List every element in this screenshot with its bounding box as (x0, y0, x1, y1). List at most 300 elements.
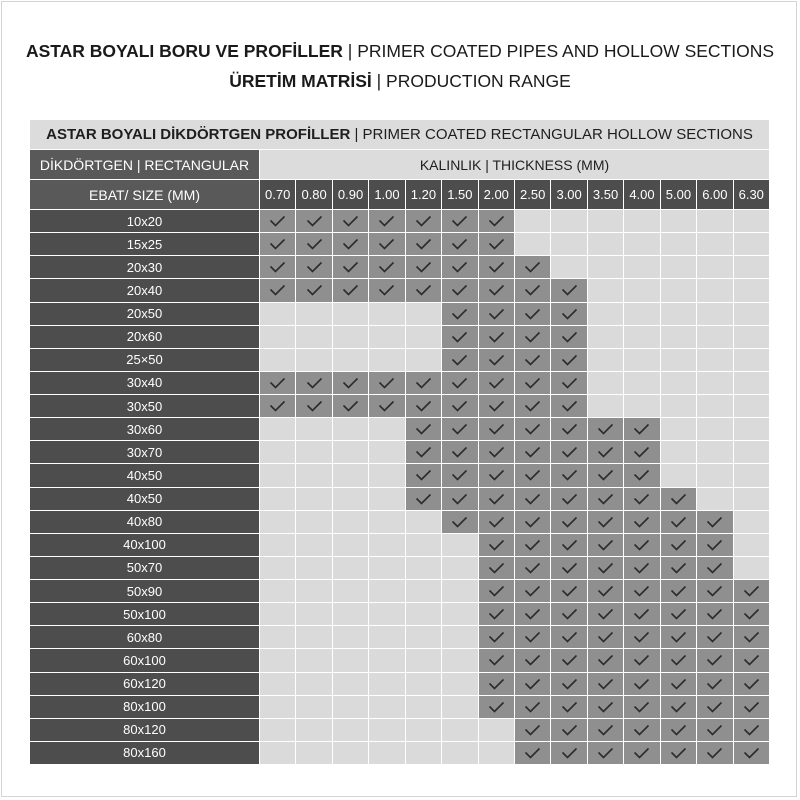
unavailable-cell (661, 233, 697, 256)
available-cell (624, 464, 660, 487)
check-icon (524, 331, 541, 343)
available-cell (406, 441, 442, 464)
available-cell (296, 279, 332, 302)
unavailable-cell (734, 326, 770, 349)
check-icon (524, 377, 541, 389)
unavailable-cell (588, 233, 624, 256)
available-cell (588, 464, 624, 487)
size-row-label: 40x80 (30, 511, 260, 534)
available-cell (588, 719, 624, 742)
unavailable-cell (333, 742, 369, 765)
available-cell (588, 418, 624, 441)
check-icon (561, 446, 578, 458)
unavailable-cell (588, 395, 624, 418)
unavailable-cell (333, 326, 369, 349)
available-cell (515, 673, 551, 696)
check-icon (633, 446, 650, 458)
unavailable-cell (697, 372, 733, 395)
unavailable-cell (515, 210, 551, 233)
check-icon (743, 608, 760, 620)
unavailable-cell (369, 326, 405, 349)
check-icon (524, 354, 541, 366)
available-cell (661, 649, 697, 672)
check-icon (670, 539, 687, 551)
check-icon (306, 261, 323, 273)
unavailable-cell (442, 580, 478, 603)
available-cell (624, 418, 660, 441)
thickness-col-header: 3.50 (588, 180, 624, 210)
available-cell (551, 742, 587, 765)
available-cell (515, 395, 551, 418)
size-row-label: 60x120 (30, 673, 260, 696)
check-icon (306, 238, 323, 250)
unavailable-cell (661, 418, 697, 441)
check-icon (378, 284, 395, 296)
check-icon (633, 585, 650, 597)
size-header: EBAT/ SIZE (MM) (30, 180, 260, 210)
unavailable-cell (624, 395, 660, 418)
available-cell (661, 557, 697, 580)
available-cell (406, 464, 442, 487)
available-cell (479, 488, 515, 511)
check-icon (524, 678, 541, 690)
check-icon (633, 539, 650, 551)
unavailable-cell (624, 326, 660, 349)
unavailable-cell (369, 418, 405, 441)
available-cell (515, 511, 551, 534)
available-cell (661, 626, 697, 649)
check-icon (561, 585, 578, 597)
unavailable-cell (515, 233, 551, 256)
check-icon (633, 516, 650, 528)
unavailable-cell (442, 719, 478, 742)
available-cell (551, 349, 587, 372)
check-icon (269, 377, 286, 389)
unavailable-cell (661, 279, 697, 302)
check-icon (670, 654, 687, 666)
unavailable-cell (296, 673, 332, 696)
check-icon (488, 377, 505, 389)
unavailable-cell (260, 719, 296, 742)
available-cell (442, 256, 478, 279)
available-cell (406, 488, 442, 511)
available-cell (697, 580, 733, 603)
check-icon (670, 516, 687, 528)
unavailable-cell (260, 303, 296, 326)
available-cell (515, 580, 551, 603)
available-cell (588, 441, 624, 464)
size-row-label: 40x50 (30, 488, 260, 511)
unavailable-cell (260, 441, 296, 464)
check-icon (488, 331, 505, 343)
check-icon (306, 377, 323, 389)
unavailable-cell (588, 349, 624, 372)
unavailable-cell (369, 303, 405, 326)
unavailable-cell (369, 626, 405, 649)
available-cell (442, 233, 478, 256)
check-icon (524, 562, 541, 574)
unavailable-cell (588, 210, 624, 233)
available-cell (515, 441, 551, 464)
check-icon (488, 516, 505, 528)
check-icon (524, 747, 541, 759)
unavailable-cell (734, 534, 770, 557)
unavailable-cell (479, 719, 515, 742)
unavailable-cell (661, 464, 697, 487)
available-cell (515, 557, 551, 580)
available-cell (296, 256, 332, 279)
check-icon (306, 400, 323, 412)
available-cell (260, 256, 296, 279)
thickness-col-header: 1.50 (442, 180, 478, 210)
check-icon (706, 701, 723, 713)
check-icon (342, 215, 359, 227)
check-icon (561, 678, 578, 690)
available-cell (406, 395, 442, 418)
available-cell (369, 372, 405, 395)
check-icon (597, 423, 614, 435)
available-cell (515, 326, 551, 349)
check-icon (269, 284, 286, 296)
available-cell (697, 696, 733, 719)
available-cell (551, 303, 587, 326)
available-cell (588, 649, 624, 672)
check-icon (597, 654, 614, 666)
check-icon (561, 377, 578, 389)
check-icon (378, 238, 395, 250)
available-cell (296, 233, 332, 256)
available-cell (296, 372, 332, 395)
available-cell (515, 303, 551, 326)
size-row-label: 80x160 (30, 742, 260, 765)
check-icon (633, 423, 650, 435)
unavailable-cell (551, 210, 587, 233)
available-cell (697, 742, 733, 765)
check-icon (633, 747, 650, 759)
check-icon (524, 284, 541, 296)
available-cell (442, 372, 478, 395)
check-icon (561, 469, 578, 481)
unavailable-cell (697, 395, 733, 418)
check-icon (451, 215, 468, 227)
unavailable-cell (260, 742, 296, 765)
available-cell (442, 418, 478, 441)
available-cell (551, 279, 587, 302)
available-cell (406, 256, 442, 279)
unavailable-cell (697, 233, 733, 256)
check-icon (743, 747, 760, 759)
unavailable-cell (260, 534, 296, 557)
unavailable-cell (734, 256, 770, 279)
check-icon (670, 724, 687, 736)
unavailable-cell (333, 719, 369, 742)
unavailable-cell (734, 349, 770, 372)
available-cell (260, 210, 296, 233)
available-cell (479, 603, 515, 626)
available-cell (624, 557, 660, 580)
available-cell (624, 580, 660, 603)
unavailable-cell (406, 626, 442, 649)
unavailable-cell (260, 349, 296, 372)
check-icon (597, 469, 614, 481)
check-icon (743, 724, 760, 736)
available-cell (515, 256, 551, 279)
check-icon (706, 747, 723, 759)
check-icon (524, 724, 541, 736)
check-icon (597, 446, 614, 458)
check-icon (743, 585, 760, 597)
available-cell (442, 395, 478, 418)
available-cell (260, 279, 296, 302)
available-cell (588, 534, 624, 557)
unavailable-cell (661, 372, 697, 395)
available-cell (479, 673, 515, 696)
available-cell (661, 673, 697, 696)
check-icon (706, 516, 723, 528)
available-cell (734, 580, 770, 603)
available-cell (624, 742, 660, 765)
thickness-col-header: 1.20 (406, 180, 442, 210)
unavailable-cell (369, 349, 405, 372)
available-cell (406, 418, 442, 441)
available-cell (661, 696, 697, 719)
check-icon (597, 608, 614, 620)
check-icon (488, 446, 505, 458)
available-cell (551, 464, 587, 487)
check-icon (706, 562, 723, 574)
unavailable-cell (406, 511, 442, 534)
check-icon (670, 631, 687, 643)
check-icon (451, 446, 468, 458)
check-icon (597, 678, 614, 690)
check-icon (415, 423, 432, 435)
unavailable-cell (442, 626, 478, 649)
unavailable-cell (697, 441, 733, 464)
size-row-label: 60x100 (30, 649, 260, 672)
check-icon (561, 331, 578, 343)
unavailable-cell (734, 233, 770, 256)
check-icon (451, 354, 468, 366)
check-icon (451, 284, 468, 296)
check-icon (488, 238, 505, 250)
available-cell (697, 719, 733, 742)
available-cell (551, 603, 587, 626)
header-title-tr: ASTAR BOYALI BORU VE PROFİLLER (25, 41, 343, 61)
available-cell (333, 210, 369, 233)
check-icon (670, 678, 687, 690)
size-row-label: 25×50 (30, 349, 260, 372)
available-cell (479, 418, 515, 441)
available-cell (479, 233, 515, 256)
check-icon (561, 747, 578, 759)
available-cell (479, 557, 515, 580)
available-cell (588, 580, 624, 603)
check-icon (524, 608, 541, 620)
available-cell (260, 233, 296, 256)
available-cell (479, 256, 515, 279)
available-cell (551, 441, 587, 464)
check-icon (633, 654, 650, 666)
check-icon (524, 446, 541, 458)
header-line-2 (0, 66, 800, 96)
unavailable-cell (734, 210, 770, 233)
size-row-label: 50x70 (30, 557, 260, 580)
available-cell (697, 557, 733, 580)
available-cell (624, 441, 660, 464)
available-cell (551, 488, 587, 511)
check-icon (488, 354, 505, 366)
check-icon (488, 678, 505, 690)
available-cell (734, 649, 770, 672)
available-cell (479, 372, 515, 395)
available-cell (369, 395, 405, 418)
unavailable-cell (588, 256, 624, 279)
check-icon (633, 724, 650, 736)
size-row-label: 30x50 (30, 395, 260, 418)
available-cell (588, 673, 624, 696)
check-icon (524, 631, 541, 643)
available-cell (479, 511, 515, 534)
size-row-label: 60x80 (30, 626, 260, 649)
unavailable-cell (624, 233, 660, 256)
check-icon (743, 631, 760, 643)
unavailable-cell (624, 279, 660, 302)
available-cell (479, 626, 515, 649)
unavailable-cell (260, 673, 296, 696)
check-icon (633, 608, 650, 620)
available-cell (369, 279, 405, 302)
available-cell (442, 210, 478, 233)
header-line-1 (0, 36, 800, 66)
available-cell (734, 603, 770, 626)
check-icon (451, 238, 468, 250)
check-icon (561, 423, 578, 435)
unavailable-cell (333, 441, 369, 464)
unavailable-cell (296, 488, 332, 511)
check-icon (561, 654, 578, 666)
unavailable-cell (333, 511, 369, 534)
check-icon (488, 261, 505, 273)
available-cell (515, 603, 551, 626)
available-cell (479, 279, 515, 302)
available-cell (588, 742, 624, 765)
available-cell (588, 511, 624, 534)
check-icon (706, 608, 723, 620)
unavailable-cell (296, 464, 332, 487)
available-cell (624, 719, 660, 742)
available-cell (369, 256, 405, 279)
available-cell (624, 649, 660, 672)
check-icon (524, 308, 541, 320)
header-subtitle-tr: ÜRETİM MATRİSİ (229, 71, 372, 91)
check-icon (415, 261, 432, 273)
available-cell (734, 742, 770, 765)
check-icon (269, 238, 286, 250)
unavailable-cell (260, 649, 296, 672)
check-icon (378, 377, 395, 389)
check-icon (561, 724, 578, 736)
available-cell (551, 511, 587, 534)
unavailable-cell (369, 603, 405, 626)
unavailable-cell (260, 464, 296, 487)
available-cell (479, 210, 515, 233)
available-cell (406, 210, 442, 233)
check-icon (524, 701, 541, 713)
check-icon (415, 215, 432, 227)
unavailable-cell (661, 395, 697, 418)
check-icon (488, 631, 505, 643)
check-icon (633, 562, 650, 574)
size-row-label: 50x90 (30, 580, 260, 603)
available-cell (515, 534, 551, 557)
available-cell (442, 488, 478, 511)
check-icon (306, 215, 323, 227)
available-cell (479, 349, 515, 372)
check-icon (524, 493, 541, 505)
thickness-col-header: 0.90 (333, 180, 369, 210)
unavailable-cell (661, 441, 697, 464)
available-cell (551, 719, 587, 742)
available-cell (551, 626, 587, 649)
unavailable-cell (624, 210, 660, 233)
unavailable-cell (296, 441, 332, 464)
available-cell (479, 303, 515, 326)
page-header (0, 36, 800, 96)
available-cell (661, 603, 697, 626)
check-icon (488, 423, 505, 435)
unavailable-cell (260, 557, 296, 580)
unavailable-cell (333, 303, 369, 326)
unavailable-cell (697, 279, 733, 302)
unavailable-cell (369, 742, 405, 765)
available-cell (442, 326, 478, 349)
check-icon (415, 446, 432, 458)
size-row-label: 40x100 (30, 534, 260, 557)
unavailable-cell (369, 649, 405, 672)
unavailable-cell (479, 742, 515, 765)
unavailable-cell (442, 673, 478, 696)
unavailable-cell (296, 534, 332, 557)
check-icon (451, 308, 468, 320)
available-cell (406, 233, 442, 256)
unavailable-cell (369, 488, 405, 511)
check-icon (670, 493, 687, 505)
unavailable-cell (406, 534, 442, 557)
available-cell (515, 418, 551, 441)
unavailable-cell (624, 372, 660, 395)
size-row-label: 80x100 (30, 696, 260, 719)
unavailable-cell (333, 488, 369, 511)
unavailable-cell (333, 534, 369, 557)
unavailable-cell (406, 649, 442, 672)
check-icon (597, 701, 614, 713)
available-cell (515, 279, 551, 302)
table-title (30, 120, 770, 150)
check-icon (524, 261, 541, 273)
check-icon (597, 631, 614, 643)
unavailable-cell (333, 696, 369, 719)
available-cell (551, 580, 587, 603)
available-cell (296, 395, 332, 418)
check-icon (561, 308, 578, 320)
available-cell (734, 719, 770, 742)
available-cell (479, 696, 515, 719)
unavailable-cell (734, 557, 770, 580)
unavailable-cell (296, 557, 332, 580)
unavailable-cell (697, 488, 733, 511)
unavailable-cell (260, 511, 296, 534)
available-cell (734, 673, 770, 696)
